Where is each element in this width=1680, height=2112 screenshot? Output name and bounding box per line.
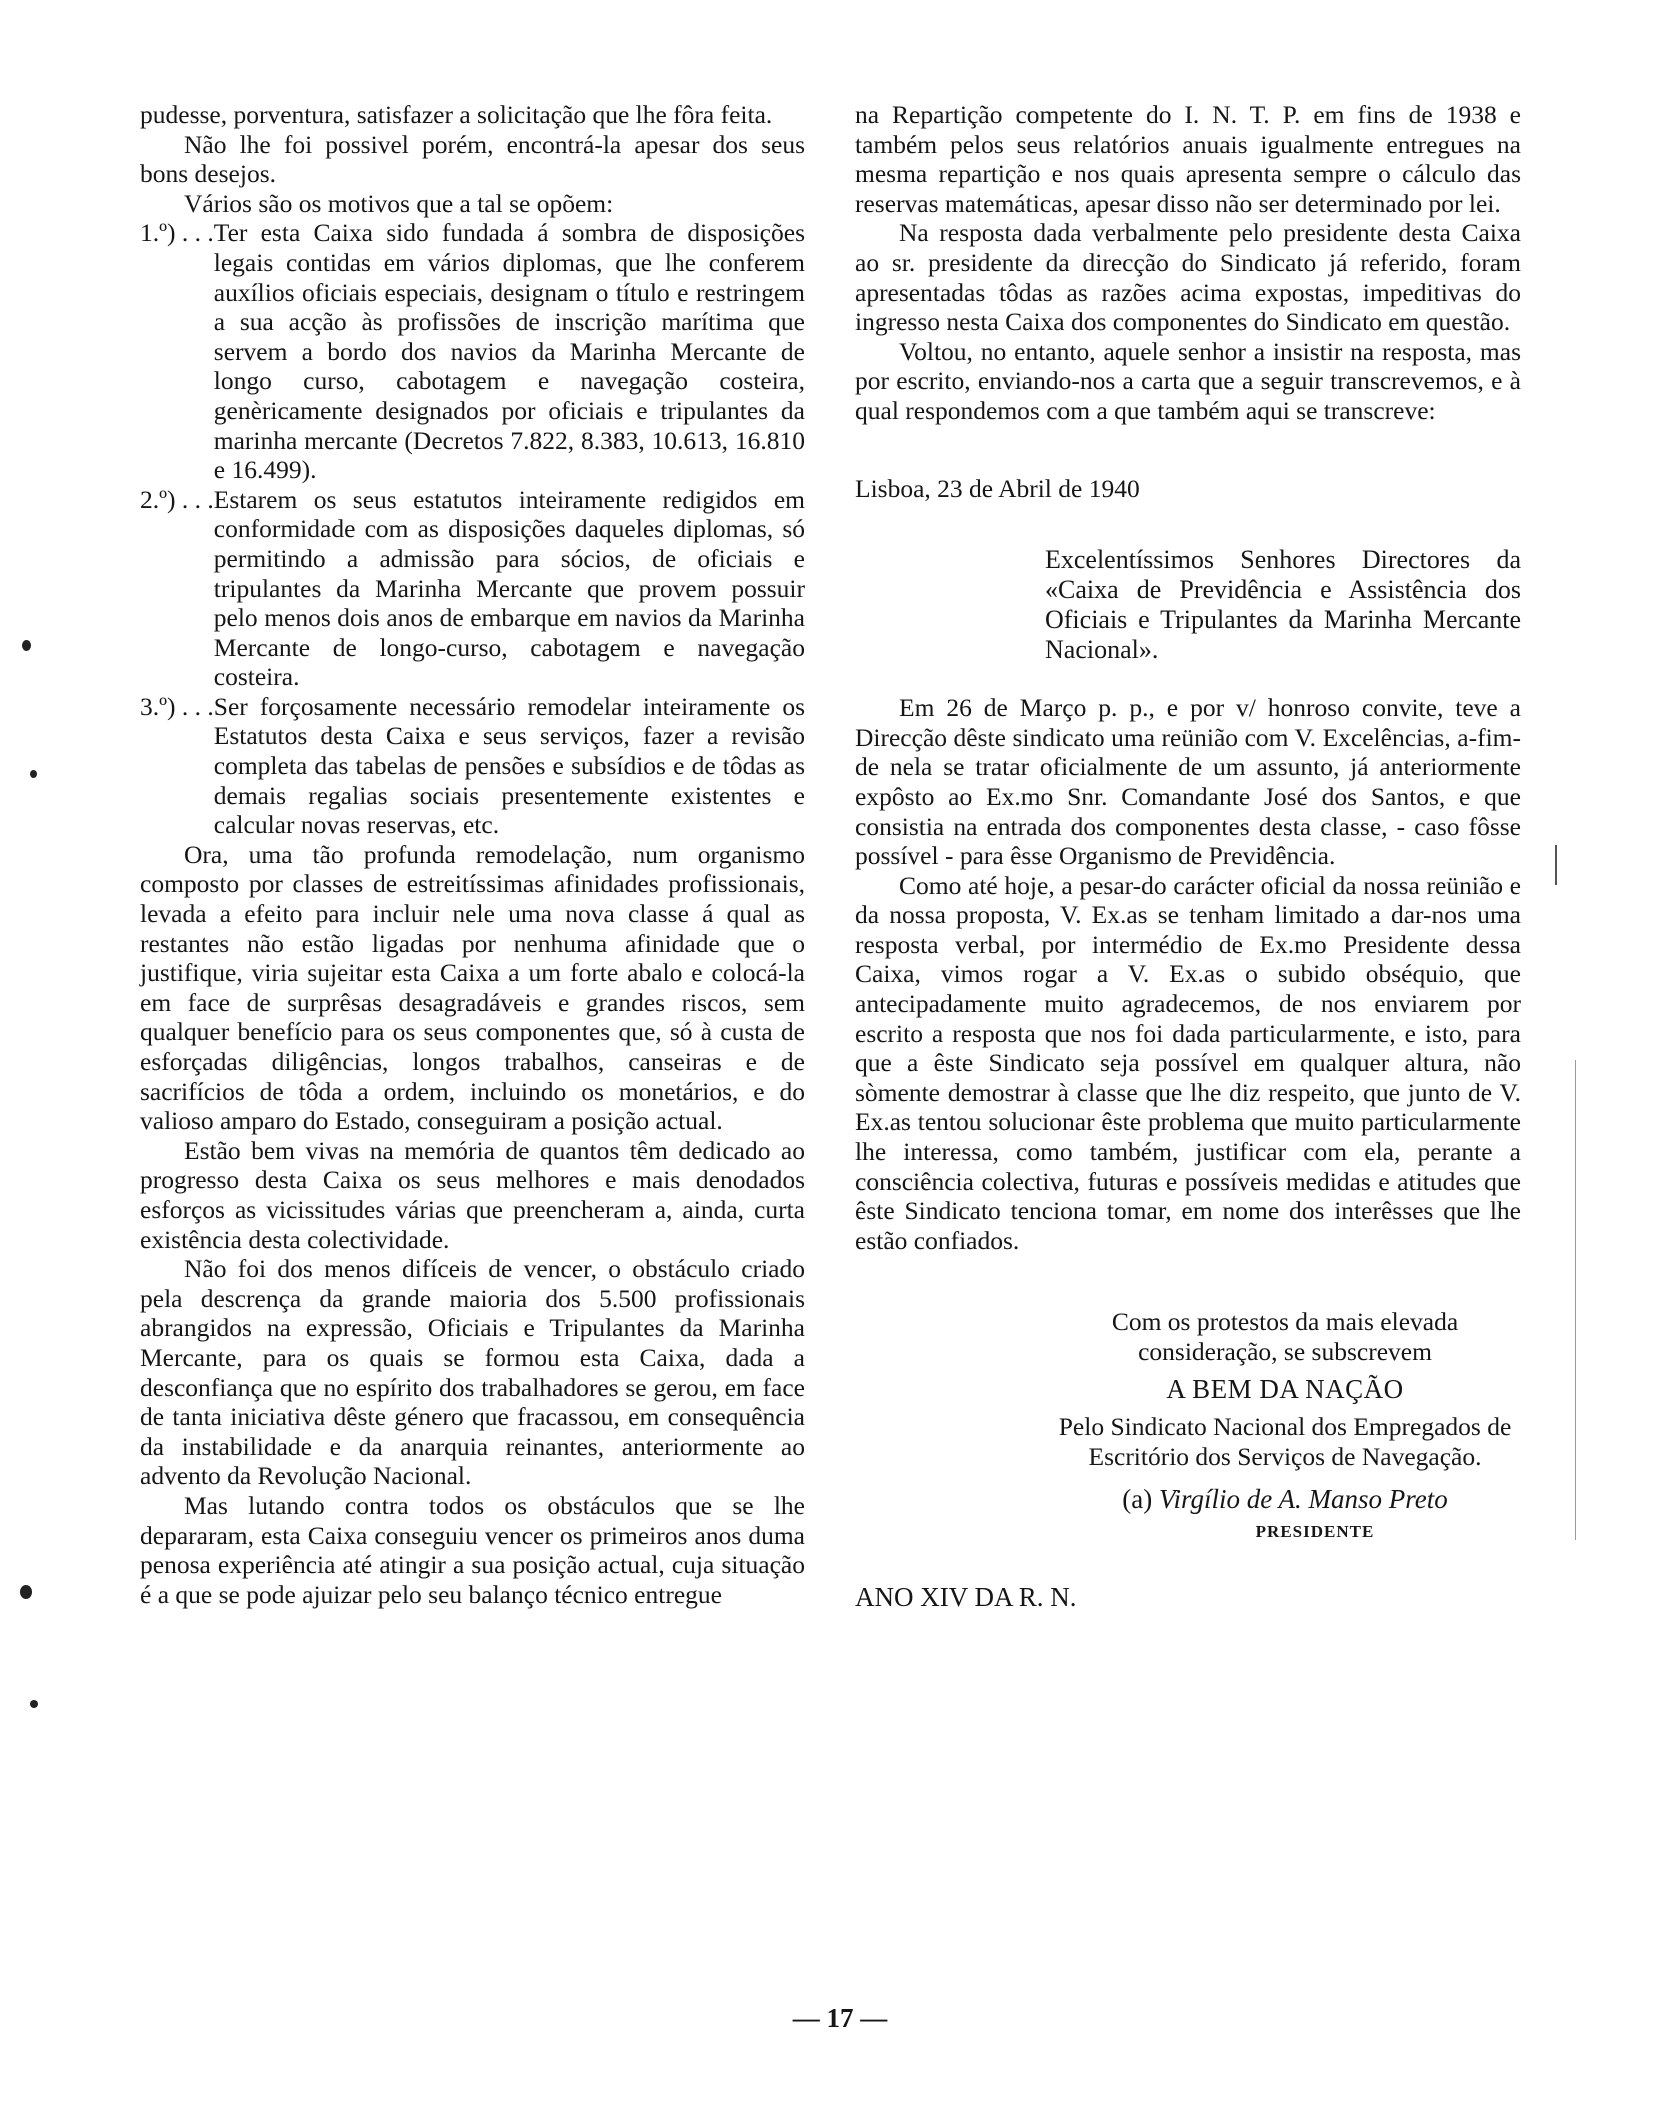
numbered-item <box>140 218 805 484</box>
letter-closing <box>1055 1307 1515 1546</box>
paragraph: na Repartição competente do I. N. T. P. em fins de 1938 e também pelos seus relatórios anuais igualmente entregues na mesma repartição e nos quais apresenta sempre o cálculo das reservas matemáticas, apesar disso não ser determinado por lei. <box>855 100 1521 218</box>
paragraph: Como até hoje, a pesar-do carácter oficial da nossa reünião e da nossa proposta, V. Ex.as se tenham limitado a dar-nos uma resposta verbal, por intermédio de Ex.mo Presidente dessa Caixa, vimos rogar a V. Ex.as o subido obséquio, que antecipadamente muito agradecemos, de nos enviarem por escrito a resposta que nos foi dada particularmente, e isto, para que a êste Sindicato seja possível em qualquer altura, não sòmente demostrar à classe que lhe diz respeito, que junto de V. Ex.as tentou solucionar êste problema que muito particularmente lhe interessa, como também, justificar com ela, perante a consciência colectiva, futuras e possíveis medidas e atitudes que êste Sindicato tenciona tomar, em nome dos interêsses que lhe estão confiados. <box>855 870 1521 1255</box>
margin-mark <box>1555 845 1557 885</box>
year-note: ANO XIV DA R. N. <box>855 1581 1077 1612</box>
signature-line <box>1055 1485 1515 1515</box>
signature-prefix: (a) <box>1122 1484 1159 1515</box>
item-text: Estarem os seus estatutos inteiramente redigidos em conformidade com as disposições daqueles diplomas, só permitindo a admissão para sócios, de oficiais e tripulantes da Marinha Mercante que provem possuir pelo menos dois anos de embarque em navios da Marinha Mercante de longo-curso, cabotagem e navegação costeira. <box>213 484 805 692</box>
paragraph: Na resposta dada verbalmente pelo presidente desta Caixa ao sr. presidente da direcção do Sindicato já referido, foram apresentadas tôdas as razões acima expostas, impeditivas do ingresso nesta Caixa dos componentes do Sindicato em questão. <box>855 218 1521 337</box>
item-text: Ter esta Caixa sido fundada á sombra de disposições legais contidas em vários diplomas, que lhe conferem auxílios oficiais especiais, designam o título e restringem a sua acção às profissões de inscrição marítima que servem a bordo dos navios da Marinha Mercante de longo curso, cabotagem e navegação costeira, genèricamente designados por oficiais e tripulantes da marinha mercante (Decretos 7.822, 8.383, 10.613, 16.810 e 16.499). <box>213 218 805 485</box>
left-column <box>140 100 805 1609</box>
page-number: — 17 — <box>792 2003 888 2033</box>
paragraph: Ora, uma tão profunda remodelação, num organismo composto por classes de estreitíssimas afinidades profissionais, levada a efeito para incluir nele uma nova classe á qual as restantes não estão ligadas por nenhuma afinidade que o justifique, viria sujeitar esta Caixa a um forte abalo e colocá-la em face de surprêsas desagradáveis e grandes riscos, sem qualquer benefício para os seus componentes que, só à custa de esforçadas diligências, longos trabalhos, canseiras e de sacrifícios de tôda a ordem, incluindo os monetários, e do valioso amparo do Estado, conseguiram a posição actual. <box>140 839 805 1136</box>
item-number: 1.º) . . . <box>140 218 214 248</box>
letter-body <box>855 693 1521 1255</box>
right-column <box>855 100 1521 1612</box>
paragraph: Mas lutando contra todos os obstáculos que se lhe depararam, esta Caixa conseguiu vencer os primeiros anos duma penosa experiência até atingir a sua posição actual, cuja situação é a que se pode ajuizar pelo seu balanço técnico entregue <box>140 1490 805 1609</box>
item-number: 3.º) . . . <box>140 691 214 721</box>
paragraph: pudesse, porventura, satisfazer a solicitação que lhe fôra feita. <box>140 100 773 129</box>
scan-speck <box>22 640 31 651</box>
margin-mark <box>1575 1060 1576 1540</box>
scan-speck <box>30 1700 38 1708</box>
closing-formula: Com os protestos da mais elevada consideração, se subscrevem <box>1111 1307 1459 1366</box>
numbered-item <box>140 692 805 840</box>
signatory-role: PRESIDENTE <box>1255 1521 1375 1541</box>
paragraph: Não lhe foi possivel porém, encontrá-la apesar dos seus bons desejos. <box>140 129 805 189</box>
letter-place-date: Lisboa, 23 de Abril de 1940 <box>855 473 1140 503</box>
numbered-item <box>140 485 805 692</box>
paragraph: Estão bem vivas na memória de quantos têm dedicado ao progresso desta Caixa os seus melhores e mais denodados esforços as vicissitudes várias que preencheram a, ainda, curta existência desta colectividade. <box>140 1135 805 1254</box>
scan-speck <box>20 1585 32 1599</box>
signature-name: Virgílio de A. Manso Preto <box>1158 1484 1448 1515</box>
scan-speck <box>30 770 37 778</box>
paragraph: Em 26 de Março p. p., e por v/ honroso convite, teve a Direcção dêste sindicato uma reünião com V. Excelências, a-fim-de nela se tratar oficialmente de um assunto, já anteriormente expôsto ao Ex.mo Snr. Comandante José dos Santos, e que consistia na entrada dos componentes desta classe, - caso fôsse possível - para êsse Organismo de Previdência. <box>855 693 1521 871</box>
paragraph: Não foi dos menos difíceis de vencer, o obstáculo criado pela descrença da grande maioria dos 5.500 profissionais abrangidos na expressão, Oficiais e Tripulantes da Marinha Mercante, para os quais se formou esta Caixa, dada a desconfiança que no espírito dos trabalhadores se gerou, em face de tanta iniciativa dêste género que fracassou, em consequência da instabilidade e da anarquia reinantes, anteriormente ao advento da Revolução Nacional. <box>140 1254 805 1491</box>
item-text: Ser forçosamente necessário remodelar inteiramente os Estatutos desta Caixa e seus serviços, fazer a revisão completa das tabelas de pensões e subsídios e de tôdas as demais regalias sociais presentemente existentes e calcular novas reservas, etc. <box>213 691 805 840</box>
closing-motto: A BEM DA NAÇÃO <box>1166 1373 1404 1404</box>
letter-recipient: Excelentíssimos Senhores Directores da «Caixa de Previdência e Assistência dos Oficiais e Tripulantes da Marinha Mercante Nacional». <box>1045 545 1521 665</box>
paragraph: Vários são os motivos que a tal se opõem: <box>184 188 614 218</box>
item-number: 2.º) . . . <box>140 484 214 514</box>
sender-organization: Pelo Sindicato Nacional dos Empregados de Escritório dos Serviços de Navegação. <box>1058 1412 1512 1471</box>
paragraph: Voltou, no entanto, aquele senhor a insistir na resposta, mas por escrito, enviando-nos a carta que a seguir transcrevemos, e à qual respondemos com a que também aqui se transcreve: <box>855 336 1521 425</box>
